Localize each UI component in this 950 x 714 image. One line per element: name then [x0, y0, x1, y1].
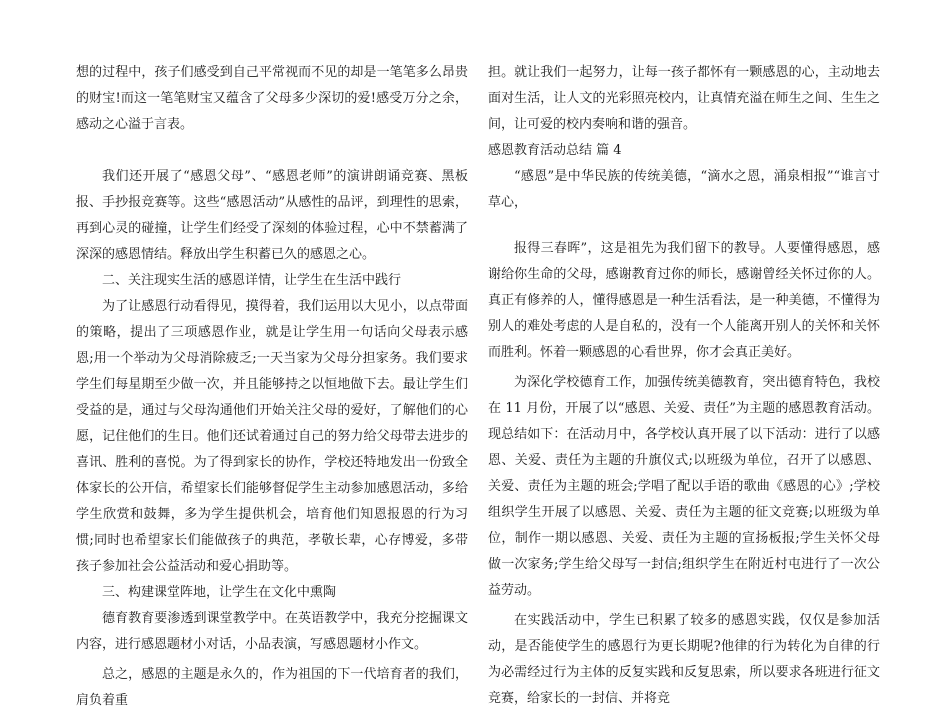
paragraph-continuation: 想的过程中，孩子们感受到自己平常视而不见的却是一笔笔多么昂贵的财宝!而这一笔笔财宝又蕴含了父母多少深切的爱!感受万分之余，感动之心溢于言表。 [76, 65, 468, 132]
section-heading-2: 二、关注现实生活的感恩详情，让学生在生活中践行 [102, 273, 402, 288]
paragraph-gratitude-homework: 为了让感恩行动看得见，摸得着，我们运用以大见小，以点带面的策略，提出了三项感恩作业，就是让学生用一句话向父母表示感恩;用一个举动为父母消除疲乏;一天当家为父母分担家务。我们要求学生们每星期至少做一次，并且能够持之以恒地做下去。最让学生们受益的是，通过与父母沟通他们开始关注父母的爱好，了解他们的心愿，记住他们的生日。他们还试着通过自己的努力给父母带去进步的喜讯、胜利的喜悦。为了得到家长的协作，学校还特地发出一份致全体家长的公开信，希望家长们能够督促学生主动参加感恩活动，多给学生欣赏和鼓舞，多为学生提供机会，培育他们知恩报恩的行为习惯;同时也希望家长们能做孩子的典范，孝敬长辈，心存博爱，多带孩子参加社会公益活动和爱心捐助等。 [76, 299, 468, 574]
paragraph-speech-contest: 我们还开展了“感恩父母”、“感恩老师”的演讲朗诵竞赛、黑板报、手抄报竞赛等。这些“感恩活动”从感性的品评，到理性的思索，再到心灵的碰撞，让学生们经受了深刻的体验过程，心中不禁蓄满了深深的感恩情结。释放出学生积蓄已久的感恩之心。 [76, 169, 468, 262]
left-column [76, 60, 468, 714]
right-column [488, 60, 880, 712]
paragraph-gratitude-teaching: 报得三春晖”，这是祖先为我们留下的教导。人要懂得感恩，感谢给你生命的父母，感谢教育过你的师长，感谢曾经关怀过你的人。真正有修养的人，懂得感恩是一种生活看法，是一种美德，不懂得为别人的难处考虑的人是自私的，没有一个人能离开别人的关怀和关怀而胜利。怀着一颗感恩的心看世界，你才会真正美好。 [488, 241, 880, 360]
paragraph-conclusion: 总之，感恩的主题是永久的，作为祖国的下一代培育者的我们，肩负着重 [76, 667, 468, 708]
paragraph-quote-line: “感恩”是中华民族的传统美德，“滴水之恩，涌泉相报”“谁言寸草心， [488, 169, 880, 210]
paragraph-activity-summary: 为深化学校德育工作，加强传统美德教育，突出德育特色，我校在 11 月份，开展了以“感恩、关爱、责任”为主题的感恩教育活动。现总结如下：在活动月中，各学校认真开展了以下活动：进行了以感恩、关爱、责任为主题的升旗仪式;以班级为单位，召开了以感恩、关爱、责任为主题的班会;学唱了配以手语的歌曲《感恩的心》;学校组织学生开展了以感恩、关爱、责任为主题的征文竞赛;以班级为单位，制作一期以感恩、关爱、责任为主题的宣扬板报;学生关怀父母做一次家务;学生给父母写一封信;组织学生在附近村屯进行了一次公益劳动。 [488, 375, 880, 598]
section-heading-3: 三、构建课堂阵地，让学生在文化中熏陶 [102, 585, 337, 600]
paragraph-classroom: 德育教育要渗透到课堂教学中。在英语教学中，我充分挖掘课文内容，进行感恩题材小对话，小品表演，写感恩题材小作文。 [76, 611, 468, 652]
paragraph-continuation-right: 担。就让我们一起努力，让每一孩子都怀有一颗感恩的心，主动地去面对生活，让人文的光彩照亮校内，让真情充溢在师生之间、生生之间，让可爱的校内奏响和谐的强音。 [488, 65, 880, 132]
article-title: 感恩教育活动总结 篇 4 [488, 143, 622, 158]
paragraph-practice: 在实践活动中，学生已积累了较多的感恩实践，仅仅是参加活动，是否能使学生的感恩行为更长期呢?他律的行为转化为自律的行为必需经过行为主体的反复实践和反复思索，所以要求各班进行征文竞赛，给家长的一封信、并将竞 [488, 613, 880, 706]
